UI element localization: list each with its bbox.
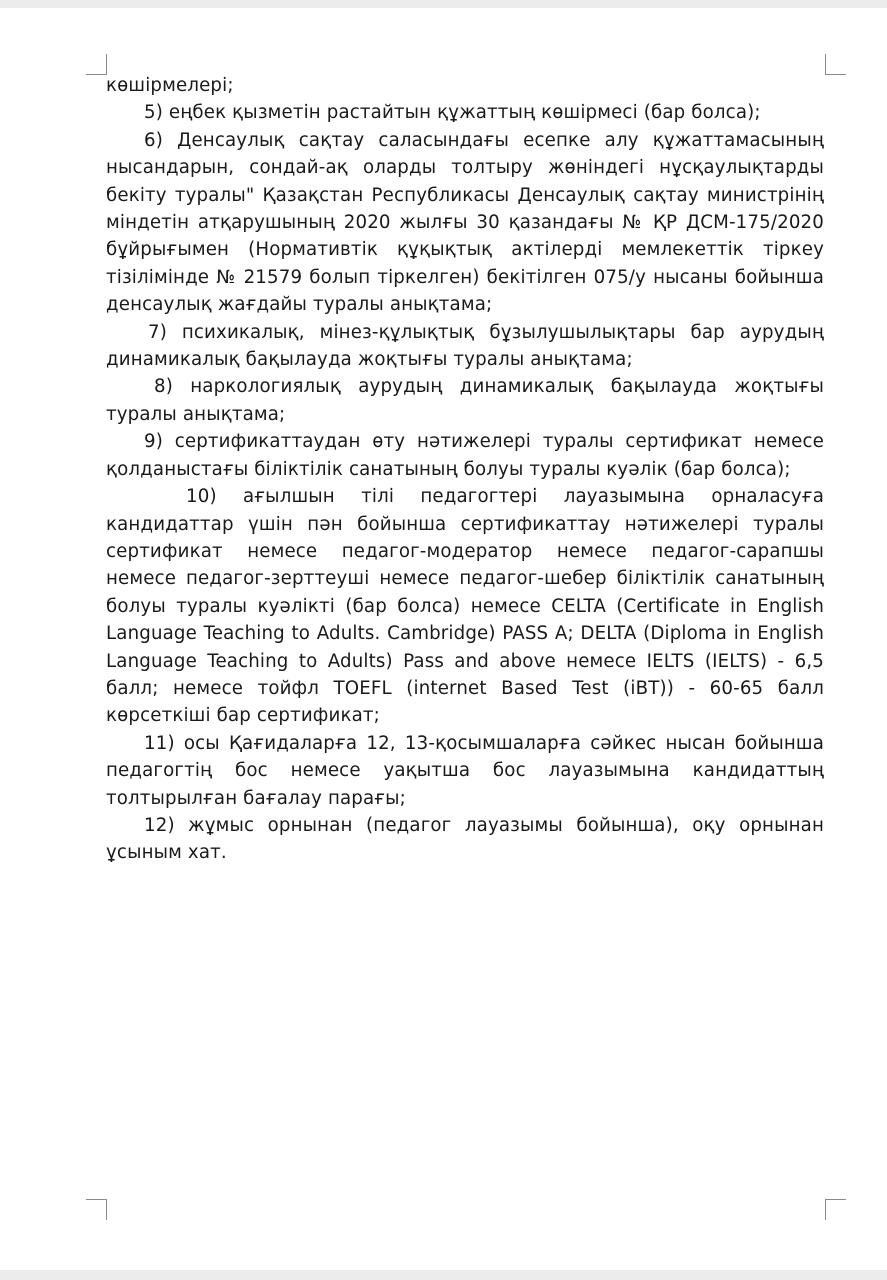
- crop-mark-top-right: [825, 54, 846, 75]
- paragraph-continuation: көшірмелері;: [106, 75, 234, 96]
- paragraph-item-5: 5) еңбек қызметін растайтын құжаттың көшірмесі (бар болса);: [144, 102, 761, 124]
- crop-mark-bottom-left: [86, 1199, 107, 1220]
- document-page: [0, 8, 887, 1270]
- paragraph-item-11: 11) осы Қағидаларға 12, 13-қосымшаларға сәйкес нысан бойынша педагогтің бос немесе уақытша бос лауазымына кандидаттың толтырылған бағалау парағы;: [106, 732, 824, 809]
- paragraph-item-8: 8) наркологиялық аурудың динамикалық бақылауда жоқтығы туралы анықтама;: [106, 376, 824, 425]
- document-body: [106, 72, 824, 867]
- paragraph-item-12: 12) жұмыс орнынан (педагог лауазымы бойынша), оқу орнынан ұсыным хат.: [106, 814, 824, 864]
- paragraph-item-9: 9) сертификаттаудан өту нәтижелері туралы сертификат немесе қолданыстағы біліктілік санатының болуы туралы куәлік (бар болса);: [106, 431, 824, 480]
- crop-mark-top-left: [86, 54, 107, 75]
- paragraph-item-6: 6) Денсаулық сақтау саласындағы есепке алу құжаттамасының нысандарын, сондай-ақ оларды толтыру жөніндегі нұсқаулықтарды бекіту туралы" Қазақстан Республикасы Денсаулық сақтау министрінің міндетін атқарушының 2020 жылғы 30 қазандағы № ҚР ДСМ-175/2020 бұйрығымен (Нормативтік құқықтық актілерді мемлекеттік тіркеу тізілімінде № 21579 болып тіркелген) бекітілген 075/у нысаны бойынша денсаулық жағдайы туралы анықтама;: [106, 129, 824, 316]
- crop-mark-bottom-right: [825, 1199, 846, 1220]
- paragraph-item-10: 10) ағылшын тілі педагогтері лауазымына орналасуға кандидаттар үшін пән бойынша сертификаттау нәтижелері туралы сертификат немесе педагог-модератор немесе педагог-сарапшы немесе педагог-зерттеуші немесе педагог-шебер біліктілік санатының болуы туралы куәлікті (бар болса) немесе CELTA (Certificate in English Language Teaching to Adults. Cambridge) PASS A; DELTA (Diploma in English Language Teaching to Adults) Pass and above немесе IELTS (IELTS) - 6,5 балл; немесе тойфл TOEFL (internet Based Test (iBT)) - 60-65 балл көрсеткіші бар сертификат;: [106, 486, 824, 727]
- paragraph-item-7: 7) психикалық, мінез-құлықтық бұзылушылықтары бар аурудың динамикалық бақылауда жоқтығы туралы анықтама;: [106, 321, 824, 371]
